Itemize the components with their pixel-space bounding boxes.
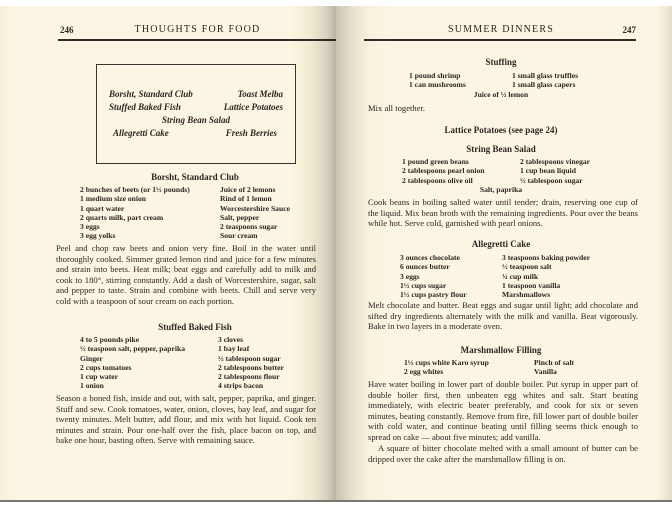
ingredient: 2 teaspoons sugar	[220, 222, 278, 232]
menu-item: String Bean Salad	[161, 115, 231, 125]
ingredient: 1 cup water	[80, 372, 118, 382]
ingredient-list-left	[404, 358, 489, 377]
ingredient: 1½ cups white Karo syrup	[404, 358, 489, 367]
ingredient: Salt, pepper	[220, 212, 260, 222]
ingredient: 3 eggs	[400, 271, 420, 281]
menu-row	[109, 102, 283, 112]
running-head-title: SUMMER DINNERS	[448, 24, 554, 35]
recipe-directions: Cook beans in boiling salted water until tender; drain, reserving one cup of the liquid. Mix bean broth with the remaining ingredients. Pour over the beans while hot. Serve cold, garnished with pearl onions.	[368, 197, 638, 229]
recipe-title: Stuffed Baked Fish	[158, 322, 232, 332]
ingredient: 1 can mushrooms	[409, 80, 466, 90]
recipe-title: Marshmallow Filling	[460, 345, 542, 355]
ingredient: 1 quart water	[80, 203, 125, 213]
ingredient: Rind of 1 lemon	[220, 194, 272, 204]
open-book	[0, 6, 672, 502]
ingredient: 3 egg yolks	[80, 231, 116, 241]
ingredient: 2 tablespoons vinegar	[520, 157, 591, 166]
ingredient: Marshmallows	[502, 290, 551, 300]
page-number: 247	[622, 25, 636, 35]
ingredient: ¾ cup milk	[502, 271, 539, 281]
running-head-right	[366, 24, 636, 38]
menu-box	[96, 64, 296, 164]
ingredient: 1 small glass truffles	[512, 71, 579, 80]
recipe-directions: Have water boiling in lower part of double boiler. Put syrup in upper part of double boiler first, then unbeaten egg whites and salt. Start beating immediately, with electric beater preferably, and cook for six or seven minutes, beating constantly. Remove from fire, fill lower part of double boiler with cold water, and continue beating until filling seems thick enough to spread on cake — about five minutes; add vanilla.	[368, 379, 638, 442]
menu-row	[113, 128, 277, 138]
menu-item: Stuffed Baked Fish	[109, 102, 181, 112]
page-number: 246	[60, 25, 74, 35]
ingredient: 2 tablespoons flour	[218, 372, 280, 382]
recipe-directions: Melt chocolate and butter. Beat eggs and sugar until light; add chocolate and sifted dry ingredients alternately with the milk and vanilla. Beat vigorously. Bake in two layers in a moderate oven.	[368, 300, 638, 332]
ingredient-list-right	[220, 185, 290, 241]
ingredient: Worcestershire Sauce	[220, 203, 290, 213]
recipe-directions: Peel and chop raw beets and onion very fine. Boil in the water until thoroughly cooked. Simmer grated lemon rind and juice for a few minutes and strain into beets. Heat milk; beat eggs and carefully add to milk and cook to 180°, stirring constantly. Add a dash of Worcestershire, sugar, salt and pepper to taste. Strain and combine with beets. Chill and serve very cold with a teaspoon of sour cream on each portion.	[56, 243, 316, 306]
ingredient-list-left	[409, 71, 466, 90]
ingredient: Sour cream	[220, 231, 258, 241]
ingredient: 1 teaspoon vanilla	[502, 280, 561, 290]
ingredient: ½ teaspoon salt	[502, 262, 552, 272]
running-head-left	[60, 24, 335, 38]
ingredient: 2 cups tomatoes	[80, 362, 132, 372]
ingredient: 1 pound green beans	[402, 157, 469, 166]
ingredient: Pinch of salt	[534, 358, 575, 367]
ingredient: 1 small glass capers	[512, 80, 576, 90]
ingredient: ½ tablespoon sugar	[218, 353, 281, 363]
ingredient: 3 eggs	[80, 222, 100, 232]
header-rule	[364, 39, 636, 41]
ingredient-list-right	[218, 335, 284, 391]
ingredient: 4 strips bacon	[218, 381, 264, 391]
recipe-title: Lattice Potatoes (see page 24)	[444, 125, 558, 135]
ingredient: ½ teaspoon salt, pepper, paprika	[80, 344, 185, 354]
menu-row	[109, 115, 283, 125]
recipe-directions: Season a boned fish, inside and out, with salt, pepper, paprika, and ginger. Stuff and sew. Cook tomatoes, water, onion, cloves, bay leaf, and sugar for twenty minutes. Melt butter, add flour, and mix with hot liquid. Cook ten minutes and strain. Pour one-half over the fish, place bacon on top, and bake one hour, basting often. Serve with remaining sauce.	[56, 393, 316, 446]
menu-item: Allegretti Cake	[113, 128, 169, 138]
ingredient-list-left	[400, 253, 467, 299]
left-page	[0, 6, 336, 500]
ingredient: 1½ cups pastry flour	[400, 290, 467, 300]
ingredient: Vanilla	[534, 367, 557, 377]
recipe-title: String Bean Salad	[466, 144, 536, 154]
running-head-title: THOUGHTS FOR FOOD	[134, 24, 261, 35]
recipe-title: Stuffing	[485, 57, 517, 67]
ingredient-list-right	[534, 358, 574, 377]
ingredient: 2 quarts milk, part cream	[80, 212, 164, 222]
ingredient: 1 bay leaf	[218, 344, 250, 354]
ingredient: 1 pound shrimp	[409, 71, 461, 80]
recipe-title: Borsht, Standard Club	[151, 172, 239, 182]
ingredient-list-right	[520, 157, 590, 185]
ingredient: 3 ounces chocolate	[400, 253, 460, 262]
ingredient: 3 cloves	[218, 335, 244, 344]
ingredient-list-right	[512, 71, 578, 90]
recipe-title: Allegretti Cake	[471, 239, 531, 249]
recipe-directions: Mix all together.	[368, 103, 426, 113]
ingredient: 2 tablespoons pearl onion	[402, 166, 485, 176]
ingredient: 2 bunches of beets (or 1½ pounds)	[80, 185, 190, 194]
ingredient: Ginger	[80, 353, 103, 363]
ingredient: Juice of ½ lemon	[473, 90, 529, 99]
ingredient: 4 to 5 pounds pike	[80, 335, 140, 344]
ingredient: 1 cup bean liquid	[520, 166, 576, 176]
header-rule	[58, 39, 336, 41]
recipe-note: A square of bitter chocolate melted with a small amount of butter can be dripped over the cake after the marshmallow filling is on.	[368, 443, 638, 464]
menu-item: Lattice Potatoes	[223, 102, 283, 112]
ingredient: 1 onion	[80, 381, 104, 391]
ingredient: ½ tablespoon sugar	[520, 175, 583, 185]
ingredient: 2 tablespoons olive oil	[402, 175, 473, 185]
ingredient: Salt, paprika	[479, 185, 523, 194]
menu-item: Borsht, Standard Club	[109, 89, 193, 99]
ingredient: 1½ cups sugar	[400, 280, 447, 290]
ingredient-list-right	[502, 253, 590, 299]
ingredient: Juice of 2 lemons	[220, 185, 276, 194]
ingredient: 2 egg whites	[404, 367, 444, 377]
ingredient: 3 teaspoons baking powder	[502, 253, 590, 262]
ingredient: 1 medium size onion	[80, 194, 147, 204]
menu-row	[109, 89, 283, 99]
ingredient: 2 tablespoons butter	[218, 362, 284, 372]
ingredient-list-left	[80, 185, 190, 241]
menu-item: Toast Melba	[237, 89, 283, 99]
ingredient-list-left	[402, 157, 485, 185]
ingredient: 6 ounces butter	[400, 262, 450, 272]
ingredient-list-left	[80, 335, 185, 391]
right-page	[336, 6, 672, 500]
menu-item: Fresh Berries	[225, 128, 277, 138]
